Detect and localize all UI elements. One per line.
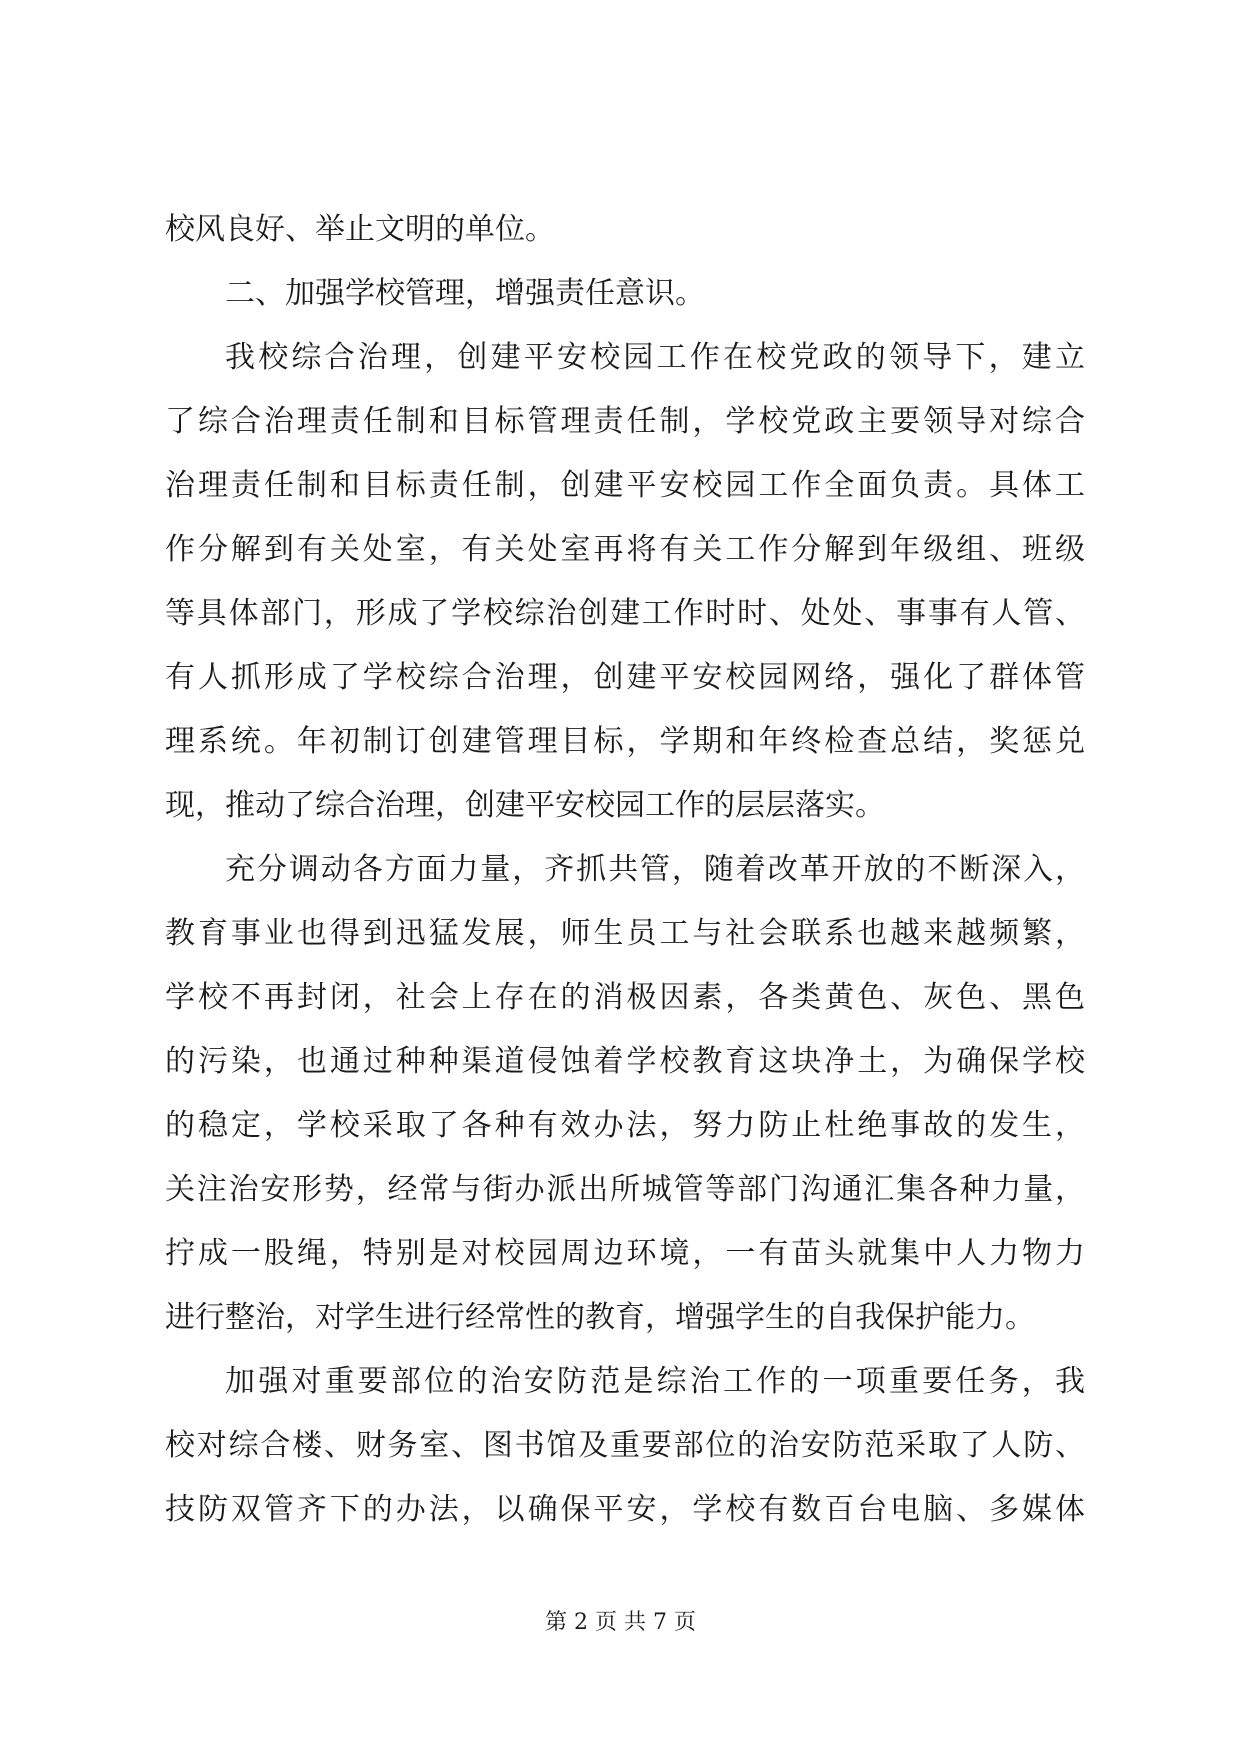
text-line: 拧成一股绳，特别是对校园周边环境，一有苗头就集中人力物力 [165, 1236, 1085, 1271]
body-text [165, 198, 1085, 1542]
page-number-footer: 第 2 页 共 7 页 [545, 1610, 696, 1635]
text-line: 治理责任制和目标责任制，创建平安校园工作全面负责。具体工 [165, 468, 1085, 503]
text-line: 技防双管齐下的办法，以确保平安，学校有数百台电脑、多媒体 [165, 1492, 1085, 1527]
text-line: 关注治安形势，经常与街办派出所城管等部门沟通汇集各种力量， [165, 1172, 1085, 1207]
text-line: 学校不再封闭，社会上存在的消极因素，各类黄色、灰色、黑色 [165, 980, 1085, 1015]
text-line: 校对综合楼、财务室、图书馆及重要部位的治安防范采取了人防、 [165, 1428, 1085, 1463]
text-line: 理系统。年初制订创建管理目标，学期和年终检查总结，奖惩兑 [165, 724, 1085, 759]
text-line: 我校综合治理，创建平安校园工作在校党政的领导下，建立 [225, 340, 1085, 375]
text-line: 的稳定，学校采取了各种有效办法，努力防止杜绝事故的发生， [165, 1108, 1085, 1143]
text-line: 现，推动了综合治理，创建平安校园工作的层层落实。 [165, 788, 885, 823]
text-line: 作分解到有关处室，有关处室再将有关工作分解到年级组、班级 [165, 532, 1085, 567]
text-line: 充分调动各方面力量，齐抓共管，随着改革开放的不断深入， [225, 852, 1085, 887]
text-line: 加强对重要部位的治安防范是综治工作的一项重要任务，我 [225, 1364, 1085, 1399]
text-line: 进行整治，对学生进行经常性的教育，增强学生的自我保护能力。 [165, 1300, 1035, 1335]
text-line: 教育事业也得到迅猛发展，师生员工与社会联系也越来越频繁， [165, 916, 1085, 951]
text-line: 的污染，也通过种种渠道侵蚀着学校教育这块净土，为确保学校 [165, 1044, 1085, 1079]
text-line: 校风良好、举止文明的单位。 [165, 212, 555, 247]
text-line: 等具体部门，形成了学校综治创建工作时时、处处、事事有人管、 [165, 596, 1085, 631]
text-line: 了综合治理责任制和目标管理责任制，学校党政主要领导对综合 [165, 404, 1085, 439]
text-line: 有人抓形成了学校综合治理，创建平安校园网络，强化了群体管 [165, 660, 1085, 695]
section-heading: 二、加强学校管理，增强责任意识。 [225, 276, 705, 311]
